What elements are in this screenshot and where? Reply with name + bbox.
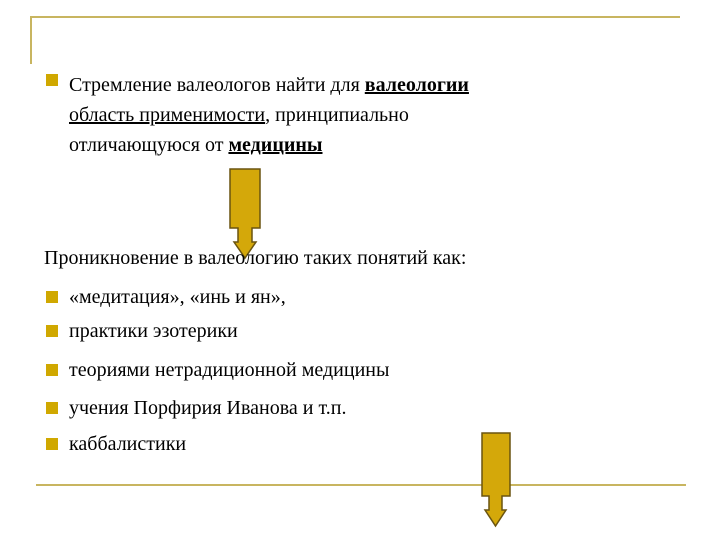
intro-line-3 (69, 130, 323, 160)
valeology-term: валеологии (364, 74, 469, 96)
intro-text: , принципиально (265, 104, 409, 126)
bullet-marker (46, 291, 58, 303)
list-item-text: учения Порфирия Иванова и т.п. (69, 397, 347, 419)
bullet-marker (46, 364, 58, 376)
intro-text: Стремление валеологов найти для (69, 74, 365, 96)
intro-line-2 (69, 100, 409, 130)
list-item-text: теориями нетрадиционной медицины (69, 359, 390, 381)
top-rule (30, 16, 680, 18)
list-item-text: «медитация», «инь и ян», (69, 286, 286, 308)
down-arrow-icon (477, 432, 517, 528)
bottom-rule (36, 484, 686, 486)
bullet-marker (46, 402, 58, 414)
list-item-text: каббалистики (69, 433, 187, 455)
medicine-term: медицины (228, 134, 323, 156)
left-accent-rule (30, 16, 32, 64)
bullet-marker (46, 325, 58, 337)
intro-line-1 (69, 70, 469, 100)
intro-text: отличающуюся от (69, 134, 229, 156)
bullet-marker (46, 438, 58, 450)
concepts-paragraph: Проникновение в валеологию таких понятий как: (44, 247, 467, 269)
applicability-term: область применимости (69, 104, 266, 126)
list-item-text: практики эзотерики (69, 320, 238, 342)
bullet-marker (46, 74, 58, 86)
